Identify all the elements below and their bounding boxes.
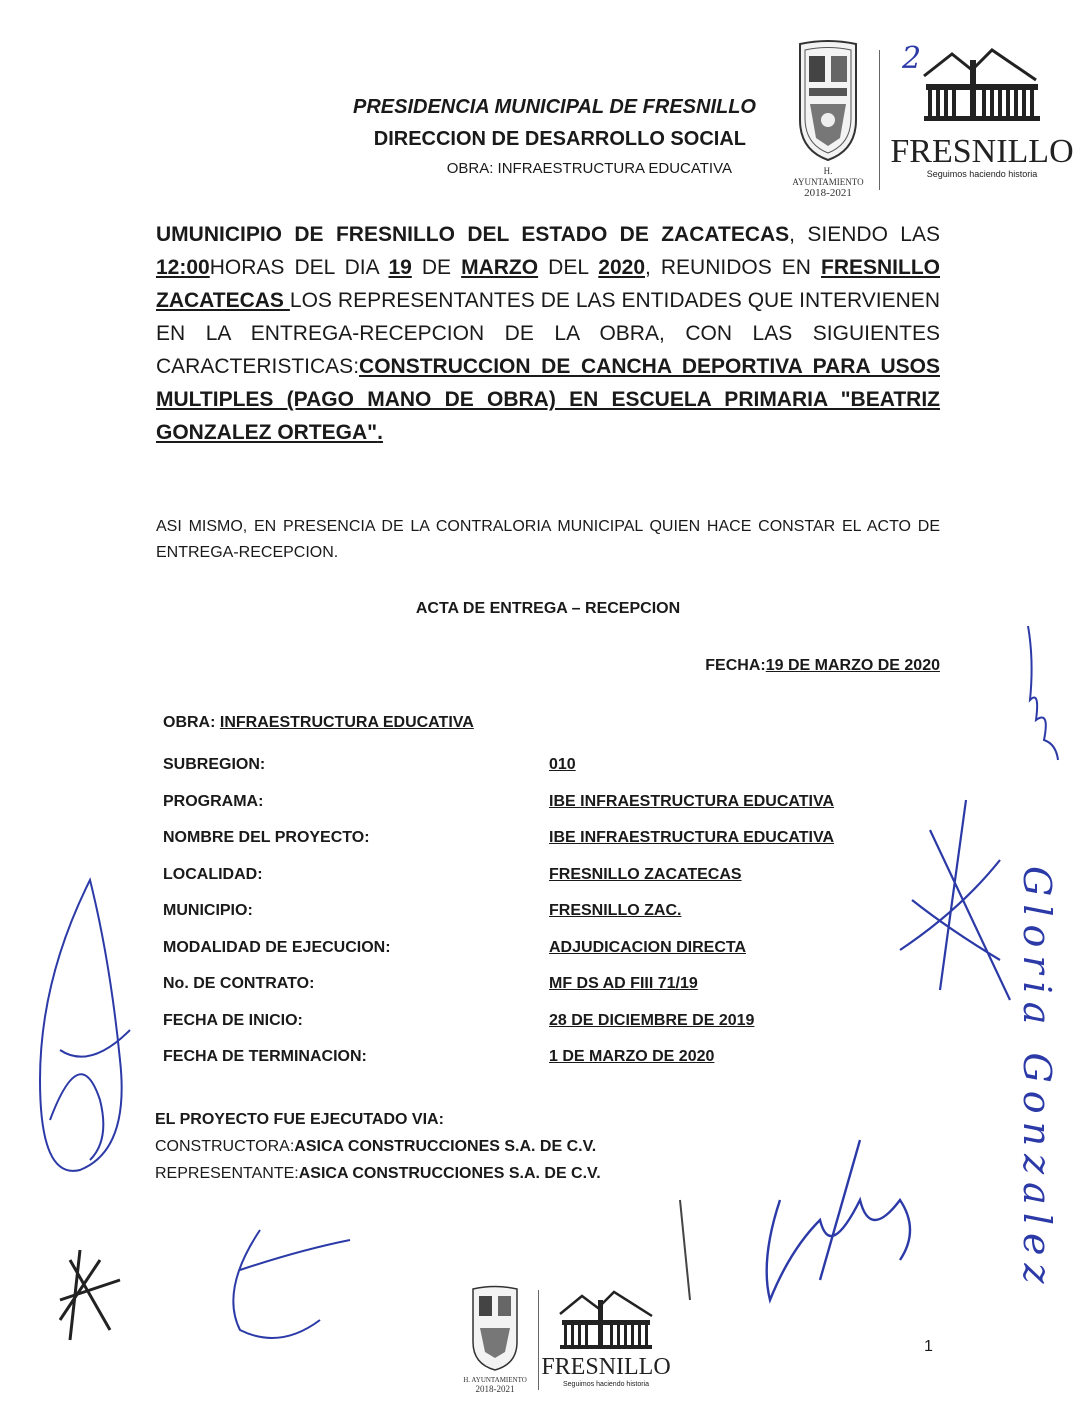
obra-value: INFRAESTRUCTURA EDUCATIVA <box>219 714 474 731</box>
execution-heading: EL PROYECTO FUE EJECUTADO VIA: <box>155 1111 444 1128</box>
intro-horas-del-dia: HORAS DEL DIA <box>209 256 389 279</box>
intro-paragraph <box>156 218 940 449</box>
representante-value: ASICA CONSTRUCCIONES S.A. DE C.V. <box>298 1165 601 1182</box>
intro-descripcion: CONSTRUCCION DE CANCHA DEPORTIVA PARA USOS MULTIPLES (PAGO MANO DE OBRA) EN ESCUELA PRIMARIA "BEATRIZ GONZALEZ ORTEGA" <box>156 355 940 444</box>
intro-siendo: , SIENDO LAS <box>789 223 940 246</box>
footer-logo-name: FRESNILLO <box>541 1354 671 1380</box>
field-row <box>163 930 883 967</box>
field-row <box>163 893 883 930</box>
intro-anio: 2020 <box>598 256 645 279</box>
field-value: MF DS AD FIII 71/19 <box>549 975 698 993</box>
footer-seal-caption-line1: H. AYUNTAMIENTO <box>463 1376 527 1384</box>
field-value: 010 <box>549 756 576 774</box>
handwritten-name-vertical: Gloria Gonzalez <box>1015 866 1059 1292</box>
obra-line <box>163 714 474 732</box>
constructora-value: ASICA CONSTRUCCIONES S.A. DE C.V. <box>294 1138 597 1155</box>
header-department: DIRECCION DE DESARROLLO SOCIAL <box>373 128 746 150</box>
intro-municipio: UMUNICIPIO DE FRESNILLO DEL ESTADO DE ZACATECAS <box>156 223 790 246</box>
footer-logo-tagline: Seguimos haciendo historia <box>563 1381 649 1388</box>
intro-del: DEL <box>538 256 599 279</box>
field-label: FECHA DE INICIO: <box>163 1011 303 1029</box>
seal-caption <box>788 166 868 199</box>
field-label: MUNICIPIO: <box>163 902 253 920</box>
footer-seal-caption <box>460 1376 530 1394</box>
field-row <box>163 1003 883 1040</box>
field-row <box>163 857 883 894</box>
signature-left-oval <box>40 880 122 1171</box>
intro-reunidos: , REUNIDOS EN <box>645 256 821 279</box>
signature-right-margin <box>1028 626 1058 760</box>
fecha-value: 19 DE MARZO DE 2020 <box>765 657 940 674</box>
field-value: 28 DE DICIEMBRE DE 2019 <box>549 1011 755 1029</box>
handwritten-page-mark: 2 <box>902 41 922 76</box>
field-label: NOMBRE DEL PROYECTO: <box>163 829 370 847</box>
field-value: IBE INFRAESTRUCTURA EDUCATIVA <box>549 829 835 847</box>
fecha-label: FECHA: <box>705 657 766 674</box>
header-divider <box>879 50 880 190</box>
obra-label: OBRA: <box>163 714 220 731</box>
fresnillo-logo-icon <box>890 40 1074 196</box>
logo-name: FRESNILLO <box>890 133 1074 170</box>
footer-seal-caption-line2: 2018-2021 <box>475 1384 515 1394</box>
field-value: IBE INFRAESTRUCTURA EDUCATIVA <box>549 792 835 810</box>
field-label: MODALIDAD DE EJECUCION: <box>163 938 391 956</box>
footer-divider <box>538 1290 539 1390</box>
intro-dia: 19 <box>388 256 412 279</box>
intro-hora: 12:00 <box>156 256 210 279</box>
fecha-line <box>156 657 940 675</box>
field-value: FRESNILLO ZAC. <box>549 902 682 920</box>
seal-caption-line1: H. AYUNTAMIENTO <box>792 166 864 187</box>
field-row <box>163 820 883 857</box>
logo-tagline: Seguimos haciendo historia <box>926 169 1038 179</box>
intro-mes: MARZO <box>461 256 539 279</box>
field-value: ADJUDICACION DIRECTA <box>549 938 747 956</box>
field-label: LOCALIDAD: <box>163 865 263 883</box>
field-label: FECHA DE TERMINACION: <box>163 1048 367 1066</box>
signature-bottom-left <box>60 1250 120 1340</box>
intro-representantes: LOS REPRESENTANTES DE LAS ENTIDADES QUE INTERVIENEN EN LA ENTREGA-RECEPCION DE LA OBRA, CON LAS SIGUIENTES CARACTERISTICAS: <box>156 289 940 378</box>
municipal-seal-icon <box>796 38 860 162</box>
acta-title: ACTA DE ENTREGA – RECEPCION <box>415 600 681 617</box>
execution-block <box>155 1106 601 1187</box>
signature-cross-right <box>900 800 1010 1000</box>
contraloria-paragraph: ASI MISMO, EN PRESENCIA DE LA CONTRALORIA MUNICIPAL QUIEN HACE CONSTAR EL ACTO DE ENTREGA-RECEPCION. <box>156 518 940 561</box>
field-value: FRESNILLO ZACATECAS <box>549 865 742 883</box>
field-label: No. DE CONTRATO: <box>163 975 315 993</box>
intro-de: DE <box>411 256 462 279</box>
representante-line <box>155 1160 601 1187</box>
signature-bottom-center <box>233 1230 350 1338</box>
field-label: SUBREGION: <box>163 756 266 774</box>
representante-label: REPRESENTANTE: <box>155 1165 299 1182</box>
intro-cierre: . <box>377 421 383 444</box>
signature-bottom-right <box>767 1140 910 1300</box>
header-title: PRESIDENCIA MUNICIPAL DE FRESNILLO <box>353 96 756 118</box>
page-number: 1 <box>924 1338 933 1355</box>
field-value: 1 DE MARZO DE 2020 <box>549 1048 715 1066</box>
header-obra: OBRA: INFRAESTRUCTURA EDUCATIVA <box>446 160 732 177</box>
field-label: PROGRAMA: <box>163 792 264 810</box>
footer-seal-icon <box>470 1284 520 1372</box>
field-row <box>163 1039 883 1076</box>
field-row <box>163 747 883 784</box>
field-row <box>163 966 883 1003</box>
field-row <box>163 784 883 821</box>
constructora-line <box>155 1133 601 1160</box>
intro-lugar: FRESNILLO ZACATECAS <box>156 256 940 312</box>
seal-caption-line2: 2018-2021 <box>804 187 852 199</box>
constructora-label: CONSTRUCTORA: <box>155 1138 295 1155</box>
footer-fresnillo-logo-icon <box>541 1288 671 1398</box>
project-fields <box>163 747 883 1076</box>
